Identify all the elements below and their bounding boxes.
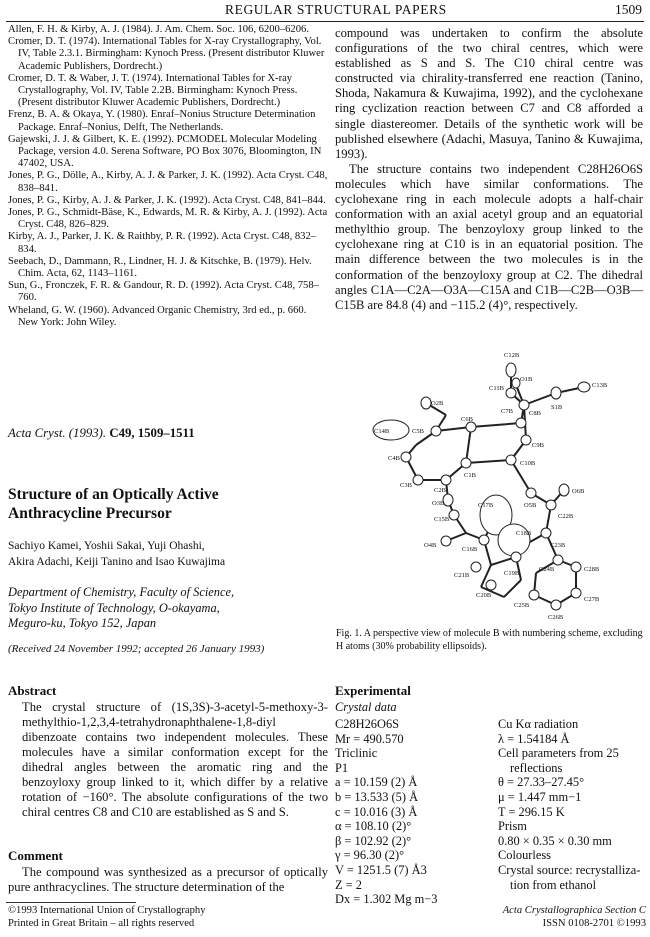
running-header bbox=[0, 2, 650, 20]
atom-label: C4B bbox=[388, 455, 400, 462]
atom-label: C22B bbox=[558, 513, 574, 520]
crystal-data-line: 0.80 × 0.35 × 0.30 mm bbox=[498, 833, 612, 848]
crystal-data-line: reflections bbox=[510, 760, 563, 775]
atom-label: C9B bbox=[532, 442, 544, 449]
crystal-data-line: Crystal source: recrystalliza- bbox=[498, 862, 641, 877]
crystal-data-line: γ = 96.30 (2)° bbox=[335, 848, 405, 863]
crystal-data-line: Cu Kα radiation bbox=[498, 717, 579, 731]
crystal-data-line: tion from ethanol bbox=[510, 877, 597, 892]
atom-label: C2B bbox=[434, 487, 446, 494]
journal-pages: C49, 1509–1511 bbox=[109, 426, 195, 440]
journal-year: (1993). bbox=[68, 426, 107, 440]
paper-title-line-1: Structure of an Optically Active bbox=[8, 486, 219, 503]
atom-label: C11B bbox=[489, 385, 504, 392]
atom-label: C1B bbox=[464, 472, 476, 479]
authors-line-1: Sachiyo Kamei, Yoshii Sakai, Yuji Ohashi, bbox=[8, 540, 205, 552]
atom-label: C24B bbox=[539, 566, 555, 573]
atom-label: C16B bbox=[462, 546, 478, 553]
atom-label: O1B bbox=[520, 376, 533, 383]
reference-item: Gajewski, J. J. & Gilbert, K. E. (1992). PCMODEL Molecular Modeling Package, version 4.0. Serena Software, PO Box 3076, Bloomington, IN 47402, USA. bbox=[8, 133, 322, 170]
crystal-data-line: C28H26O6S bbox=[335, 717, 400, 731]
printed-line: Printed in Great Britain – all rights reserved bbox=[8, 917, 195, 929]
atom-label: O3B bbox=[432, 500, 445, 507]
copyright-footer bbox=[8, 905, 328, 930]
comment-text: The compound was synthesized as a precursor of optically pure anthracyclines. The structure determination of the bbox=[8, 865, 328, 894]
crystal-data-line: P1 bbox=[335, 760, 349, 775]
comment-heading: Comment bbox=[8, 848, 63, 863]
comment-paragraph-2: The structure contains two independent C28H26O6S molecules which have similar conformations. The cyclohexane ring in each molecule adopts a half-chair conformation with an axial acetyl group and an equatorial methylthio group. The benzoyloxy group linked to the cyclohexane ring at C10 is in an equatorial position. The main difference between the two molecules is in the conformation of the benzoyloxy group at C2. The dihedral angles C1A—C2A—O3A—C15A and C1B—C2B—O3B—C15B are 84.8 (4) and −115.2 (4)°, respectively. bbox=[335, 161, 643, 312]
footer-rule bbox=[6, 902, 136, 903]
atom-label: C14B bbox=[374, 428, 390, 435]
crystal-data-line: a = 10.159 (2) Å bbox=[335, 775, 418, 790]
crystal-data-line: V = 1251.5 (7) Å3 bbox=[335, 862, 427, 877]
journal-name: Acta Cryst. bbox=[8, 426, 66, 440]
journal-citation bbox=[8, 426, 195, 441]
crystal-data-line: Triclinic bbox=[335, 746, 378, 761]
crystal-data-column-1 bbox=[335, 717, 485, 907]
reference-item: Wheland, G. W. (1960). Advanced Organic Chemistry, 3rd ed., p. 660. New York: John Wiley. bbox=[8, 304, 307, 328]
atom-label: C15B bbox=[434, 516, 450, 523]
crystal-data-line: b = 13.533 (5) Å bbox=[335, 789, 419, 804]
ortep-figure bbox=[336, 335, 646, 625]
atom-label: C28B bbox=[584, 566, 600, 573]
crystal-data-line: β = 102.92 (2)° bbox=[335, 833, 412, 848]
atom-label: O2B bbox=[431, 400, 444, 407]
author-list bbox=[8, 538, 328, 570]
reference-item: Jones, P. G., Dölle, A., Kirby, A. J. & Parker, J. K. (1992). Acta Cryst. C48, 838–841. bbox=[8, 170, 328, 194]
paper-title bbox=[8, 485, 328, 523]
comment-continuation bbox=[335, 26, 643, 313]
atom-label: C20B bbox=[476, 592, 492, 599]
crystal-data-line: c = 10.016 (3) Å bbox=[335, 804, 418, 819]
reference-item: Allen, F. H. & Kirby, A. J. (1984). J. Am. Chem. Soc. 106, 6200–6206. bbox=[8, 24, 309, 35]
page-number: 1509 bbox=[615, 2, 642, 17]
crystal-data-column-2 bbox=[498, 717, 648, 892]
crystal-data-line: λ = 1.54184 Å bbox=[498, 731, 570, 746]
crystal-data-line: α = 108.10 (2)° bbox=[335, 819, 412, 834]
reference-item: Sun, G., Fronczek, F. R. & Gandour, R. D. (1992). Acta Cryst. C48, 758–760. bbox=[8, 280, 319, 304]
crystal-data-line: Cell parameters from 25 bbox=[498, 746, 619, 761]
affiliation bbox=[8, 585, 328, 632]
affiliation-line-1: Department of Chemistry, Faculty of Science, bbox=[8, 585, 235, 599]
crystal-data-line: Dx = 1.302 Mg m−3 bbox=[335, 892, 438, 907]
reference-item: Cromer, D. T. (1974). International Tables for X-ray Crystallography, Vol. IV, Table 2.3.1. Birmingham: Kynoch Press. (Present distributor Kluwer Academic Publishers, Dordrecht.) bbox=[8, 36, 325, 72]
atom-label: C3B bbox=[400, 482, 412, 489]
atom-label: C10B bbox=[520, 460, 536, 467]
crystal-data-line: θ = 27.33–27.45° bbox=[498, 775, 585, 790]
journal-footer bbox=[470, 905, 646, 930]
atom-label: C18B bbox=[516, 530, 532, 537]
crystal-data-line: Mr = 490.570 bbox=[335, 731, 404, 746]
affiliation-line-3: Meguro-ku, Tokyo 152, Japan bbox=[8, 616, 157, 630]
abstract-text: The crystal structure of (1S,3S)-3-acetyl-5-methoxy-3-methylthio-1,2,3,4-tetrahydronaphthalene-1,8-diyl dibenzoate contains two independent molecules. These molecules have a similar conformation except for the dihedral angles between the aromatic ring and the benzoyloxy group linked to it, which differ by a relative rotation of −160°. The absolute configurations of the two chiral centres C8 and C10 are established as S and S. bbox=[22, 700, 328, 819]
reference-item: Kirby, A. J., Parker, J. K. & Raithby, P. R. (1992). Acta Cryst. C48, 832–834. bbox=[8, 231, 317, 255]
atom-label: C21B bbox=[454, 572, 470, 579]
atom-label: O6B bbox=[572, 488, 585, 495]
crystal-data-line: μ = 1.447 mm−1 bbox=[498, 789, 582, 804]
paper-title-line-2: Anthracycline Precursor bbox=[8, 505, 172, 522]
crystal-data-line: Z = 2 bbox=[335, 877, 362, 892]
atom-label: C5B bbox=[412, 428, 424, 435]
comment-paragraph-1: compound was undertaken to confirm the absolute configurations of the two chiral centres, which were established as S and S. The C10 chiral centre was constructed via chirality-transferred ene reaction (Tanino, Shoda, Nakamura & Kuwajima, 1992), and the cyclohexane ring cyclization reaction between C7 and C8 afforded a single diastereomer. Details of the synthetic work will be published elsewhere (Adachi, Masuya, Tanino & Kuwajima, 1993). bbox=[335, 26, 643, 161]
atom-label: C8B bbox=[529, 410, 541, 417]
atom-label: O5B bbox=[524, 502, 537, 509]
atom-label: C12B bbox=[504, 352, 520, 359]
authors-line-2: Akira Adachi, Keiji Tanino and Isao Kuwajima bbox=[8, 556, 226, 568]
issn-line: ISSN 0108-2701 ©1993 bbox=[542, 917, 646, 929]
reference-item: Jones, P. G., Kirby, A. J. & Parker, J. K. (1992). Acta Cryst. C48, 841–844. bbox=[8, 194, 326, 206]
atom-label: C19B bbox=[504, 570, 520, 577]
reference-item: Seebach, D., Dammann, R., Lindner, H. J. & Kitschke, B. (1979). Helv. Chim. Acta, 62, 1143–1161. bbox=[8, 255, 312, 280]
journal-section: Acta Crystallographica Section C bbox=[502, 905, 646, 916]
atom-label: S1B bbox=[551, 404, 563, 411]
reference-item: Frenz, B. A. & Okaya, Y. (1980). Enraf–Nonius Structure Determination Package. Enraf–Nonius, Delft, The Netherlands. bbox=[8, 109, 316, 133]
affiliation-line-2: Tokyo Institute of Technology, O-okayama, bbox=[8, 600, 220, 615]
abstract-heading: Abstract bbox=[8, 683, 57, 698]
atom-label: O4B bbox=[424, 542, 437, 549]
atom-label: C7B bbox=[501, 408, 513, 415]
header-rule bbox=[6, 21, 644, 22]
atom-label: C6B bbox=[461, 416, 473, 423]
atom-label: C23B bbox=[550, 542, 566, 549]
reference-item: Jones, P. G., Schmidt-Bäse, K., Edwards, M. R. & Kirby, A. J. (1992). Acta Cryst. C48, 826–829. bbox=[8, 207, 328, 231]
atom-label: C13B bbox=[592, 382, 608, 389]
received-dates: (Received 24 November 1992; accepted 26 January 1993) bbox=[8, 643, 265, 655]
figure-caption: Fig. 1. A perspective view of molecule B with numbering scheme, excluding H atoms (30% probability ellipsoids). bbox=[336, 628, 643, 652]
crystal-data-line: Colourless bbox=[498, 848, 552, 863]
copyright-line: ©1993 International Union of Crystallography bbox=[8, 905, 206, 916]
running-title: REGULAR STRUCTURAL PAPERS bbox=[225, 2, 447, 17]
crystal-data-line: Prism bbox=[498, 819, 527, 834]
reference-item: Cromer, D. T. & Waber, J. T. (1974). International Tables for X-ray Crystallography, Vol. IV, Table 2.2B. Birmingham: Kynoch Press. (Present distributor Kluwer Academic Publishers, Dordrecht.) bbox=[8, 72, 298, 109]
experimental-heading: Experimental bbox=[335, 683, 411, 698]
atom-label: C26B bbox=[548, 614, 564, 621]
atom-label: C25B bbox=[514, 602, 530, 609]
atom-label: C17B bbox=[478, 502, 494, 509]
references-list bbox=[8, 24, 328, 329]
crystal-data-line: T = 296.15 K bbox=[498, 804, 565, 819]
atom-label: C27B bbox=[584, 596, 600, 603]
crystal-data-heading: Crystal data bbox=[335, 700, 397, 714]
